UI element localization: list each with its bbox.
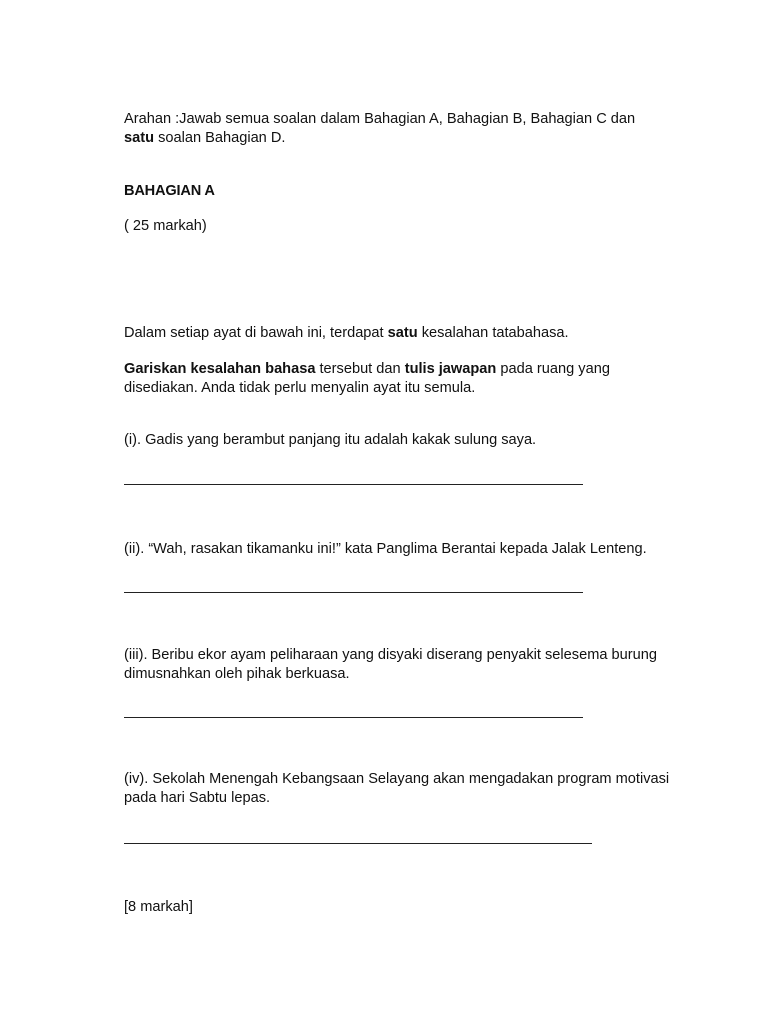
intro-line2-after: pada ruang yang disediakan. Anda tidak perlu menyalin ayat itu semula. [124,361,610,396]
answer-line-4[interactable] [124,843,592,844]
answer-line-3[interactable] [124,717,583,718]
question-2: (ii). “Wah, rasakan tikamanku ini!” kata Panglima Berantai kepada Jalak Lenteng. [124,541,647,557]
question-1: (i). Gadis yang berambut panjang itu adalah kakak sulung saya. [124,432,537,448]
question-4: (iv). Sekolah Menengah Kebangsaan Selayang akan mengadakan program motivasi pada hari Sabtu lepas. [124,771,670,806]
instructions-bold-word: satu [124,130,155,146]
intro-line2-bold2: tulis jawapan [404,361,497,377]
section-heading: BAHAGIAN A [124,183,215,199]
question-3: (iii). Beribu ekor ayam peliharaan yang disyaki diserang penyakit selesema burung dimusnahkan oleh pihak berkuasa. [124,647,657,682]
answer-line-1[interactable] [124,484,583,485]
intro-line2 [124,360,684,398]
intro-line2-mid: tersebut dan [315,361,405,377]
total-marks: [8 markah] [124,899,193,915]
answer-line-2[interactable] [124,592,583,593]
intro-line1-bold: satu [387,325,418,341]
instructions-suffix: soalan Bahagian D. [154,130,286,146]
intro-line2-bold1: Gariskan kesalahan bahasa [124,361,316,377]
intro-line1-after: kesalahan tatabahasa. [417,325,569,341]
intro-line1 [124,324,684,343]
section-marks: ( 25 markah) [124,218,207,234]
instructions-text [124,110,684,148]
intro-line1-before: Dalam setiap ayat di bawah ini, terdapat [124,325,388,341]
instructions-prefix: Arahan :Jawab semua soalan dalam Bahagian A, Bahagian B, Bahagian C dan [124,111,636,127]
